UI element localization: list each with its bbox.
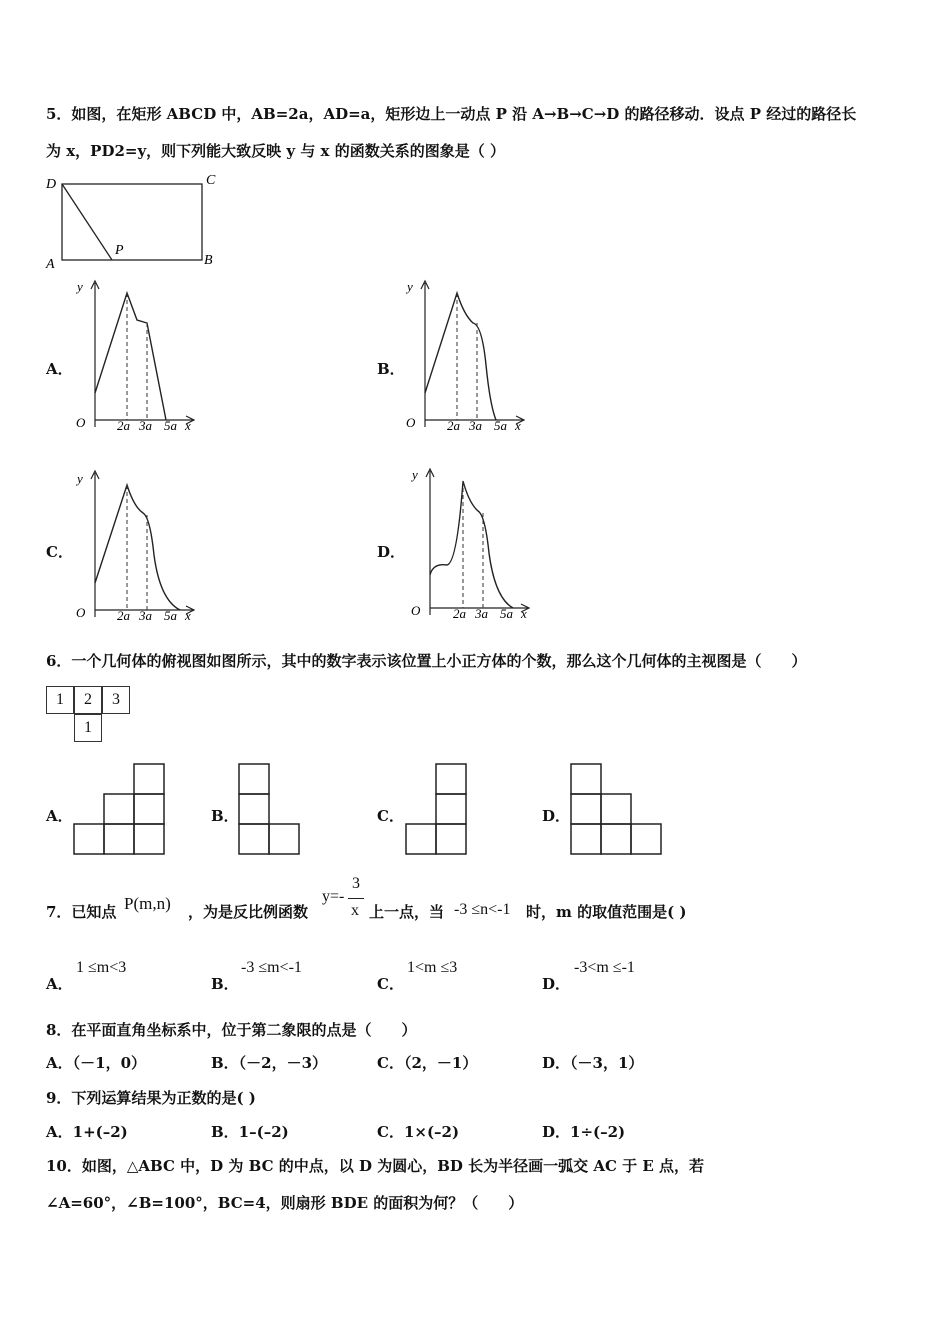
grid-cell: 2 xyxy=(74,686,102,714)
q8-stem: 8．在平面直角坐标系中，位于第二象限的点是（ ） xyxy=(46,1021,417,1039)
q7-func-numerator: 3 xyxy=(352,875,360,892)
q7-condition: -3 ≤n<-1 xyxy=(454,901,511,918)
q5-graph-c xyxy=(70,465,200,625)
q5-option-b-label[interactable]: B． xyxy=(377,360,405,378)
svg-text:3a: 3a xyxy=(469,418,482,433)
q7-option-d-value: -3<m ≤-1 xyxy=(574,959,635,976)
q5-graph-b xyxy=(400,275,530,435)
svg-text:3a: 3a xyxy=(139,608,152,623)
label-p: P xyxy=(115,243,124,258)
svg-text:O: O xyxy=(406,415,416,430)
q6-top-view-grid xyxy=(46,686,136,746)
segment-dp xyxy=(62,184,112,260)
rectangle-abcd xyxy=(62,184,202,260)
label-a: A xyxy=(46,257,55,270)
q7-option-b-value: -3 ≤m<-1 xyxy=(241,959,302,976)
grid-cell: 3 xyxy=(102,686,130,714)
curve-b xyxy=(425,293,496,420)
svg-text:5a: 5a xyxy=(494,418,507,433)
q5-stem-line2: 为 x，PD2=y，则下列能大致反映 y 与 x 的函数关系的图象是（ ） xyxy=(46,142,505,160)
q6-front-view-b xyxy=(238,763,302,855)
q7-option-c-value: 1<m ≤3 xyxy=(407,959,458,976)
svg-text:3a: 3a xyxy=(139,418,152,433)
q7-point-p: P(m,n) xyxy=(124,894,171,913)
svg-text:2a: 2a xyxy=(117,418,130,433)
grid-cell: 1 xyxy=(74,714,102,742)
svg-text:O: O xyxy=(411,603,421,618)
svg-text:y: y xyxy=(412,467,418,482)
label-d: D xyxy=(46,177,57,192)
q7-fraction-bar xyxy=(348,898,364,899)
svg-text:y: y xyxy=(77,471,83,486)
q8-option-a[interactable]: A．（－1，0） xyxy=(46,1054,147,1072)
q9-option-a[interactable]: A．1+(–2) xyxy=(46,1123,128,1141)
q7-func-denominator: x xyxy=(351,902,359,919)
q7-option-b-label[interactable]: B． xyxy=(211,975,239,993)
q5-option-d-label[interactable]: D． xyxy=(377,543,406,561)
q7-option-a-label[interactable]: A． xyxy=(46,975,73,993)
grid-cell: 1 xyxy=(46,686,74,714)
q5-option-a-label[interactable]: A． xyxy=(46,360,73,378)
q5-option-c-label[interactable]: C． xyxy=(46,543,73,561)
q7-func-lhs: y=- xyxy=(322,888,345,905)
svg-text:O: O xyxy=(76,605,86,620)
q9-stem: 9．下列运算结果为正数的是( ) xyxy=(46,1089,256,1107)
q6-front-view-d xyxy=(570,763,664,855)
svg-text:2a: 2a xyxy=(453,606,466,621)
svg-text:5a: 5a xyxy=(164,608,177,623)
label-b: B xyxy=(204,253,213,268)
q7-option-d-label[interactable]: D． xyxy=(542,975,571,993)
q7-suffix: 时，m 的取值范围是( ) xyxy=(526,903,687,921)
q8-option-c[interactable]: C．（2，－1） xyxy=(377,1054,478,1072)
label-c: C xyxy=(206,173,216,188)
q7-option-c-label[interactable]: C． xyxy=(377,975,404,993)
q9-option-b[interactable]: B．1–(–2) xyxy=(211,1123,289,1141)
q10-stem-line2: ∠A=60°，∠B=100°，BC=4，则扇形 BDE 的面积为何？（ ） xyxy=(46,1194,524,1212)
q7-mid-text: ，为是反比例函数 xyxy=(188,903,309,921)
q5-graph-a xyxy=(70,275,200,435)
q6-option-b-label[interactable]: B． xyxy=(211,807,239,825)
svg-text:5a: 5a xyxy=(500,606,513,621)
svg-text:y: y xyxy=(407,279,413,294)
q5-rectangle-figure xyxy=(40,170,230,270)
q7-after-func: 上一点，当 xyxy=(369,903,445,921)
q6-stem: 6．一个几何体的俯视图如图所示，其中的数字表示该位置上小正方体的个数，那么这个几何体的主视图是（ ） xyxy=(46,652,807,670)
q5-graph-d xyxy=(405,463,535,623)
svg-text:2a: 2a xyxy=(117,608,130,623)
svg-text:3a: 3a xyxy=(475,606,488,621)
curve-d xyxy=(430,481,513,608)
svg-text:x: x xyxy=(515,418,521,433)
svg-text:O: O xyxy=(76,415,86,430)
q10-stem-line1: 10．如图，△ABC 中，D 为 BC 的中点，以 D 为圆心，BD 长为半径画一弧交 AC 于 E 点，若 xyxy=(46,1157,704,1175)
q7-prefix: 7．已知点 xyxy=(46,903,117,921)
q5-stem-line1: 5．如图，在矩形 ABCD 中，AB=2a，AD=a，矩形边上一动点 P 沿 A→B→C→D 的路径移动．设点 P 经过的路径长 xyxy=(46,105,857,123)
svg-text:2a: 2a xyxy=(447,418,460,433)
q6-option-a-label[interactable]: A． xyxy=(46,807,73,825)
svg-text:x: x xyxy=(185,418,191,433)
curve-a xyxy=(95,293,166,420)
q6-option-c-label[interactable]: C． xyxy=(377,807,404,825)
q7-option-a-value: 1 ≤m<3 xyxy=(76,959,127,976)
q8-option-d[interactable]: D．（－3，1） xyxy=(542,1054,644,1072)
q6-front-view-a xyxy=(73,763,167,855)
svg-text:x: x xyxy=(521,606,527,621)
q6-front-view-c xyxy=(405,763,469,855)
q8-option-b[interactable]: B．（－2，－3） xyxy=(211,1054,328,1072)
svg-text:x: x xyxy=(185,608,191,623)
q9-option-d[interactable]: D．1÷(–2) xyxy=(542,1123,626,1141)
svg-text:y: y xyxy=(77,279,83,294)
q9-option-c[interactable]: C．1×(–2) xyxy=(377,1123,460,1141)
curve-c xyxy=(95,485,180,610)
q6-option-d-label[interactable]: D． xyxy=(542,807,571,825)
svg-text:5a: 5a xyxy=(164,418,177,433)
